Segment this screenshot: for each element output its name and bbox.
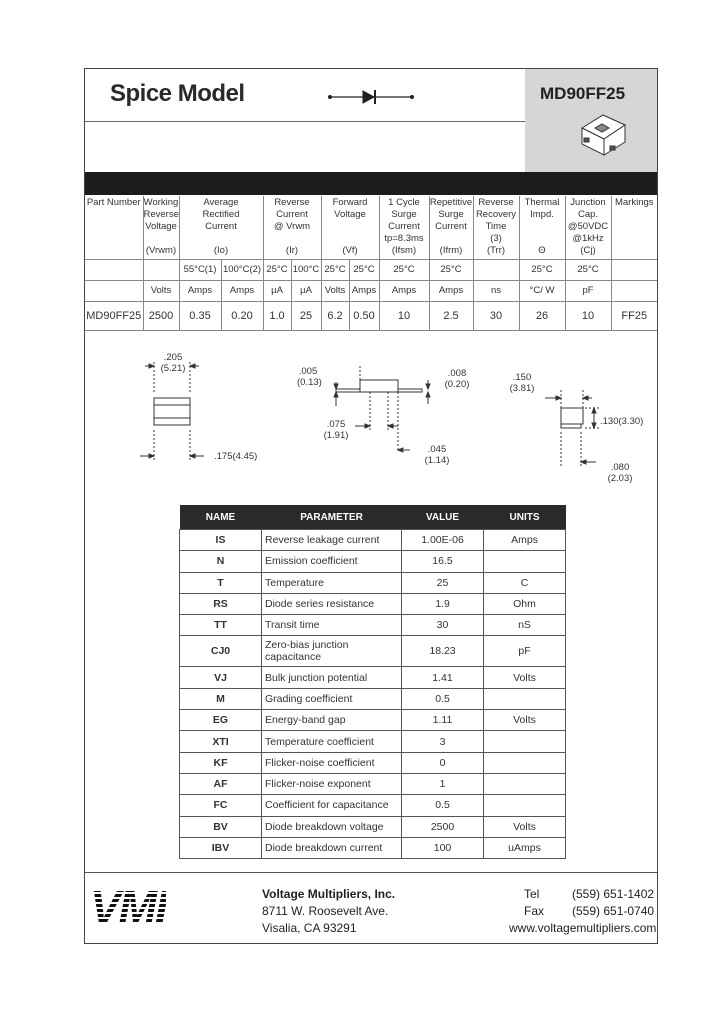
- param-unit: uAmps: [484, 837, 566, 858]
- param-value: 25: [402, 572, 484, 593]
- param-unit: Amps: [484, 530, 566, 551]
- spec-values-cell: 1.0: [263, 302, 291, 331]
- company-name: Voltage Multipliers, Inc.: [262, 887, 396, 901]
- spec-values-cell: 30: [473, 302, 519, 331]
- param-description: Temperature: [262, 572, 402, 593]
- params-header-cell: VALUE: [402, 505, 484, 530]
- fax-number: (559) 651-0740: [572, 904, 655, 918]
- param-description: Emission coefficient: [262, 551, 402, 572]
- spec-conditions-cell: [611, 260, 657, 281]
- table-row: [180, 837, 566, 858]
- spec-conditions-cell: 55°C(1): [179, 260, 221, 281]
- param-description: Reverse leakage current: [262, 530, 402, 551]
- param-description: Transit time: [262, 615, 402, 636]
- part-number: MD90FF25: [540, 84, 626, 103]
- spec-units-cell: µA: [263, 281, 291, 302]
- table-row: [180, 615, 566, 636]
- spec-header-cell: Reverse Current @ Vrwm (Ir): [263, 196, 321, 260]
- dim-label: (1.91): [323, 430, 349, 441]
- dim-label: .075: [326, 419, 346, 430]
- param-unit: Volts: [484, 816, 566, 837]
- table-row: [180, 593, 566, 614]
- spec-conditions-cell: [85, 260, 143, 281]
- param-unit: [484, 795, 566, 816]
- param-value: 0.5: [402, 688, 484, 709]
- param-description: Energy-band gap: [262, 710, 402, 731]
- param-unit: Volts: [484, 710, 566, 731]
- param-unit: [484, 731, 566, 752]
- spec-conditions-cell: 25°C: [519, 260, 565, 281]
- param-value: 1.00E-06: [402, 530, 484, 551]
- spec-units-cell: [85, 281, 143, 302]
- param-description: Zero-bias junction capacitance: [262, 636, 402, 667]
- param-unit: Ohm: [484, 593, 566, 614]
- spice-params-table: [179, 505, 566, 859]
- param-unit: nS: [484, 615, 566, 636]
- table-row: [180, 636, 566, 667]
- param-description: Temperature coefficient: [262, 731, 402, 752]
- spec-values-cell: 0.35: [179, 302, 221, 331]
- table-row: [180, 710, 566, 731]
- table-row: [180, 572, 566, 593]
- param-description: Diode breakdown voltage: [262, 816, 402, 837]
- dim-label: .045: [427, 444, 447, 455]
- param-description: Flicker-noise exponent: [262, 773, 402, 794]
- spec-values-cell: MD90FF25: [85, 302, 143, 331]
- spec-units-cell: ns: [473, 281, 519, 302]
- param-unit: [484, 688, 566, 709]
- param-value: 1.11: [402, 710, 484, 731]
- fax-label: Fax: [524, 904, 545, 918]
- dim-label: .150: [512, 372, 532, 383]
- spec-conditions-cell: 25°C: [429, 260, 473, 281]
- spec-conditions-cell: 25°C: [321, 260, 349, 281]
- spec-units-cell: Amps: [179, 281, 221, 302]
- package-3d-icon: [582, 115, 625, 155]
- spec-conditions-cell: 25°C: [565, 260, 611, 281]
- dim-label: .080: [610, 462, 630, 473]
- spec-conditions-cell: [473, 260, 519, 281]
- dim-bottom-left: .175(4.45): [214, 451, 258, 462]
- header-bar: [85, 172, 657, 195]
- spec-units-cell: [611, 281, 657, 302]
- table-row: [180, 773, 566, 794]
- param-value: 0.5: [402, 795, 484, 816]
- footer-divider: [85, 872, 657, 873]
- front-view-drawing: [140, 362, 204, 460]
- dim-lead-thickness: [297, 366, 322, 388]
- params-header-cell: UNITS: [484, 505, 566, 530]
- param-value: 18.23: [402, 636, 484, 667]
- spec-conditions-cell: 25°C: [263, 260, 291, 281]
- dim-label: (3.81): [509, 383, 535, 394]
- vmi-logo: VMI: [90, 881, 166, 933]
- spec-header-cell: 1 Cycle Surge Current tp=8.3ms (Ifsm): [379, 196, 429, 260]
- table-row: [180, 688, 566, 709]
- param-value: 16.5: [402, 551, 484, 572]
- spec-header-cell: Repetitive Surge Current (Ifrm): [429, 196, 473, 260]
- spec-header-cell: Thermal Impd. Θ: [519, 196, 565, 260]
- param-description: Diode series resistance: [262, 593, 402, 614]
- param-name: TT: [180, 615, 262, 636]
- dim-side-top: [508, 372, 536, 394]
- param-name: M: [180, 688, 262, 709]
- param-name: RS: [180, 593, 262, 614]
- param-name: T: [180, 572, 262, 593]
- param-value: 1.9: [402, 593, 484, 614]
- spec-conditions-cell: 100°C(2): [221, 260, 263, 281]
- param-name: AF: [180, 773, 262, 794]
- dim-label: .005: [298, 366, 318, 377]
- spec-conditions-cell: [143, 260, 179, 281]
- spec-units-cell: Amps: [429, 281, 473, 302]
- spec-header-cell: Junction Cap. @50VDC @1kHz (Cj): [565, 196, 611, 260]
- param-value: 100: [402, 837, 484, 858]
- param-unit: pF: [484, 636, 566, 667]
- table-row: [180, 667, 566, 688]
- spec-values-cell: 10: [565, 302, 611, 331]
- param-name: IS: [180, 530, 262, 551]
- dim-band: [322, 419, 350, 441]
- tel-label: Tel: [524, 887, 540, 901]
- diode-symbol-icon: [329, 90, 414, 104]
- table-row: [180, 731, 566, 752]
- param-unit: Volts: [484, 667, 566, 688]
- spec-header-cell: Reverse Recovery Time (3) (Trr): [473, 196, 519, 260]
- dim-label: .205: [163, 352, 183, 363]
- dim-right-thickness: [444, 368, 470, 390]
- website-link[interactable]: www.voltagemultipliers.com: [509, 921, 657, 935]
- dim-label: (1.14): [424, 455, 450, 466]
- spec-values-cell: 2.5: [429, 302, 473, 331]
- spec-header-cell: Average Rectified Current (Io): [179, 196, 263, 260]
- table-row: [180, 752, 566, 773]
- spec-values-cell: 0.50: [349, 302, 379, 331]
- params-header-cell: PARAMETER: [262, 505, 402, 530]
- spec-values-cell: 6.2: [321, 302, 349, 331]
- spec-table: [85, 196, 657, 331]
- dim-label: (0.20): [444, 379, 470, 390]
- param-value: 3: [402, 731, 484, 752]
- spec-units-cell: µA: [291, 281, 321, 302]
- spec-values-cell: 0.20: [221, 302, 263, 331]
- table-row: [180, 816, 566, 837]
- param-value: 1: [402, 773, 484, 794]
- param-name: BV: [180, 816, 262, 837]
- spec-header-cell: Working Reverse Voltage (Vrwm): [143, 196, 179, 260]
- spec-units-cell: °C/ W: [519, 281, 565, 302]
- page-title: Spice Model: [110, 80, 245, 107]
- param-unit: [484, 773, 566, 794]
- param-name: CJ0: [180, 636, 262, 667]
- param-name: VJ: [180, 667, 262, 688]
- params-header-cell: NAME: [180, 505, 262, 530]
- spec-units-cell: Amps: [221, 281, 263, 302]
- spec-values-cell: 25: [291, 302, 321, 331]
- param-value: 1.41: [402, 667, 484, 688]
- dim-label: (0.13): [297, 377, 322, 388]
- spec-units-cell: Volts: [321, 281, 349, 302]
- end-view-drawing: [545, 390, 600, 466]
- spec-units-cell: Volts: [143, 281, 179, 302]
- spec-values-cell: 2500: [143, 302, 179, 331]
- param-value: 30: [402, 615, 484, 636]
- param-name: FC: [180, 795, 262, 816]
- spec-units-cell: pF: [565, 281, 611, 302]
- param-description: Coefficient for capacitance: [262, 795, 402, 816]
- param-name: XTI: [180, 731, 262, 752]
- tel-number: (559) 651-1402: [572, 887, 655, 901]
- param-name: IBV: [180, 837, 262, 858]
- spec-conditions-cell: 25°C: [379, 260, 429, 281]
- spec-header-cell: Forward Voltage (Vf): [321, 196, 379, 260]
- param-description: Bulk junction potential: [262, 667, 402, 688]
- dim-side-bottom: [606, 462, 634, 484]
- spec-values-cell: 10: [379, 302, 429, 331]
- spec-units-cell: Amps: [379, 281, 429, 302]
- dim-width-top: [158, 352, 188, 374]
- param-value: 2500: [402, 816, 484, 837]
- param-value: 0: [402, 752, 484, 773]
- spec-units-cell: Amps: [349, 281, 379, 302]
- spec-values-cell: 26: [519, 302, 565, 331]
- dim-lead-width: [424, 444, 450, 466]
- street-address: 8711 W. Roosevelt Ave.: [262, 904, 389, 918]
- spec-header-cell: Markings: [611, 196, 657, 260]
- param-name: KF: [180, 752, 262, 773]
- param-name: EG: [180, 710, 262, 731]
- param-description: Diode breakdown current: [262, 837, 402, 858]
- dim-side-height: .130(3.30): [600, 416, 644, 427]
- spec-conditions-cell: 25°C: [349, 260, 379, 281]
- table-row: [180, 551, 566, 572]
- param-unit: [484, 752, 566, 773]
- city-address: Visalia, CA 93291: [262, 921, 357, 935]
- dim-label: (2.03): [607, 473, 633, 484]
- spec-header-cell: Part Number: [86, 197, 141, 208]
- param-description: Flicker-noise coefficient: [262, 752, 402, 773]
- table-row: [180, 530, 566, 551]
- table-row: [180, 795, 566, 816]
- dim-label: (5.21): [160, 363, 186, 374]
- param-unit: [484, 551, 566, 572]
- param-unit: C: [484, 572, 566, 593]
- dim-label: .008: [447, 368, 467, 379]
- spec-values-cell: FF25: [611, 302, 657, 331]
- param-description: Grading coefficient: [262, 688, 402, 709]
- spec-conditions-cell: 100°C: [291, 260, 321, 281]
- param-name: N: [180, 551, 262, 572]
